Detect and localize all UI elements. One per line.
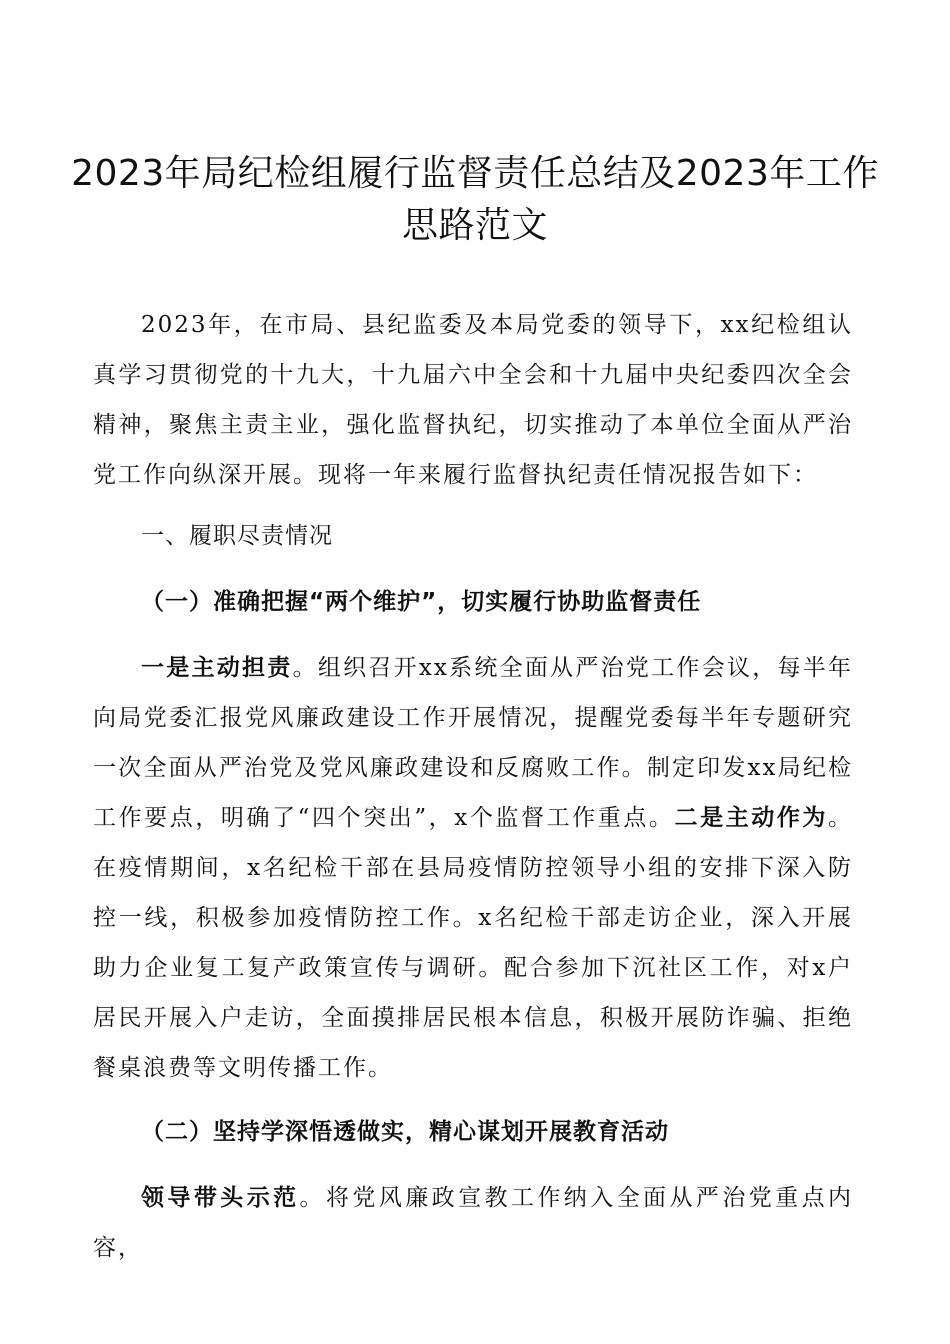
- body-paragraph-1: [93, 643, 853, 1093]
- intro-paragraph: 2023年，在市局、县纪监委及本局党委的领导下，xx纪检组认真学习贯彻党的十九大，十九届六中全会和十九届中央纪委四次全会精神，聚焦主责主业，强化监督执纪，切实推动了本单位全面从严治党工作向纵深开展。现将一年来履行监督执纪责任情况报告如下：: [93, 312, 853, 488]
- subsection-heading-2: （二）坚持学深悟透做实，精心谋划开展教育活动: [141, 1119, 669, 1145]
- subsection-heading-1: （一）准确把握“两个维护”，切实履行协助监督责任: [141, 589, 702, 615]
- title-line-1: 2023年局纪检组履行监督责任总结及2023年工作: [71, 153, 879, 194]
- body-text-3: 。将党风廉政宣教工作纳入全面从严治党重点内容，: [93, 1185, 854, 1261]
- body-text-2: 。在疫情期间，x名纪检干部在县局疫情防控领导小组的安排下深入防控一线，积极参加疫情防控工作。x名纪检干部走访企业，深入开展助力企业复工复产政策宣传与调研。配合参加下沉社区工作，对x户居民开展入户走访，全面摸排居民根本信息，积极开展防诈骗、拒绝餐桌浪费等文明传播工作。: [93, 805, 854, 1081]
- body-text-1: 。组织召开xx系统全面从严治党工作会议，每半年向局党委汇报党风廉政建设工作开展情况，提醒党委每半年专题研究一次全面从严治党及党风廉政建设和反腐败工作。制定印发xx局纪检工作要点，明确了“四个突出”，x个监督工作重点。: [93, 655, 854, 831]
- section-heading-1: 一、履职尽责情况: [141, 523, 333, 549]
- body-paragraph-2: [93, 1173, 853, 1273]
- document-title: [60, 148, 890, 252]
- lead-phrase-2: 二是主动作为: [674, 805, 829, 831]
- lead-phrase-3: 领导带头示范: [141, 1185, 300, 1211]
- lead-phrase-1: 一是主动担责: [141, 655, 293, 681]
- title-line-2: 思路范文: [401, 205, 548, 246]
